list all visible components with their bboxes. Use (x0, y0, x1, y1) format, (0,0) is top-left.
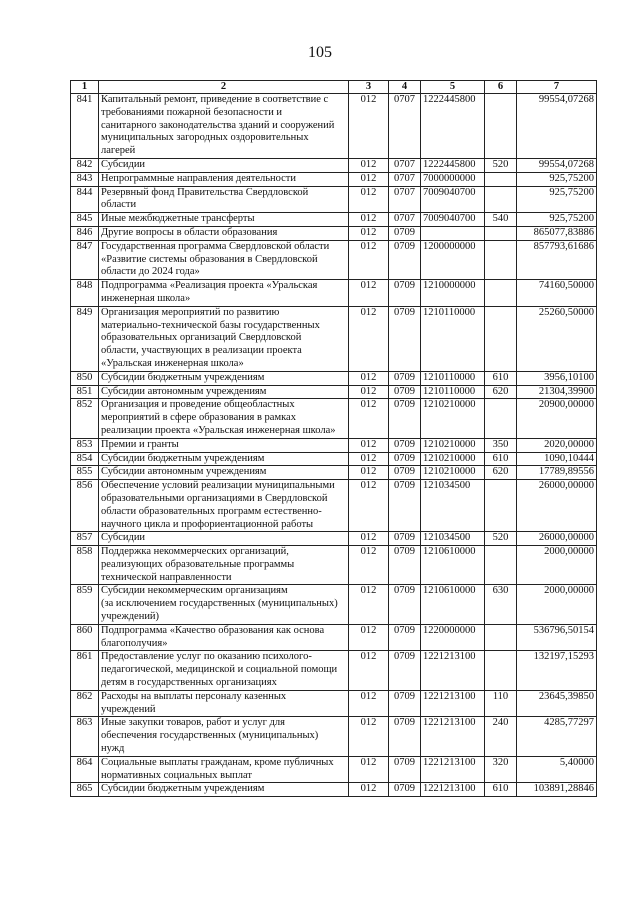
table-row (71, 624, 597, 651)
row-number-cell: 865 (71, 783, 99, 797)
ministry-code-cell: 012 (349, 466, 389, 480)
ministry-code-cell: 012 (349, 94, 389, 159)
amount-cell: 925,75200 (517, 213, 597, 227)
row-number-cell: 857 (71, 532, 99, 546)
expense-type-cell: 610 (485, 371, 517, 385)
table-row (71, 690, 597, 717)
expense-type-cell: 320 (485, 756, 517, 783)
amount-cell: 4285,77297 (517, 717, 597, 756)
ministry-code-cell: 012 (349, 438, 389, 452)
item-name-cell: Субсидии автономным учреждениям (99, 385, 349, 399)
amount-cell: 99554,07268 (517, 94, 597, 159)
item-name-cell: Субсидии некоммерческим организациям (за исключением государственных (муниципальных) учреждений) (99, 585, 349, 624)
section-code-cell: 0709 (389, 226, 421, 240)
ministry-code-cell: 012 (349, 399, 389, 438)
row-number-cell: 863 (71, 717, 99, 756)
target-article-cell: 1210610000 (421, 585, 485, 624)
amount-cell: 21304,39900 (517, 385, 597, 399)
amount-cell: 26000,00000 (517, 532, 597, 546)
section-code-cell: 0709 (389, 585, 421, 624)
section-code-cell: 0709 (389, 452, 421, 466)
section-code-cell: 0707 (389, 172, 421, 186)
ministry-code-cell: 012 (349, 690, 389, 717)
item-name-cell: Обеспечение условий реализации муниципальными образовательными организациями в Свердловской области образовательных программ естественно- научного цикла и профориентационной работы (99, 480, 349, 532)
amount-cell: 1090,10444 (517, 452, 597, 466)
table-row (71, 532, 597, 546)
row-number-cell: 856 (71, 480, 99, 532)
amount-cell: 103891,28846 (517, 783, 597, 797)
table-row (71, 585, 597, 624)
expense-type-cell (485, 306, 517, 371)
target-article-cell: 1200000000 (421, 240, 485, 279)
item-name-cell: Предоставление услуг по оказанию психолого- педагогической, медицинской и социальной помощи детям в государственных организациях (99, 651, 349, 690)
item-name-cell: Подпрограмма «Реализация проекта «Уральская инженерная школа» (99, 280, 349, 307)
expense-type-cell (485, 651, 517, 690)
target-article-cell: 1210110000 (421, 385, 485, 399)
table-row (71, 717, 597, 756)
target-article-cell: 1221213100 (421, 783, 485, 797)
table-row (71, 186, 597, 213)
ministry-code-cell: 012 (349, 371, 389, 385)
table-row (71, 480, 597, 532)
amount-cell: 20900,00000 (517, 399, 597, 438)
row-number-cell: 843 (71, 172, 99, 186)
section-code-cell: 0709 (389, 480, 421, 532)
table-row (71, 240, 597, 279)
row-number-cell: 848 (71, 280, 99, 307)
ministry-code-cell: 012 (349, 306, 389, 371)
table-row (71, 783, 597, 797)
amount-cell: 925,75200 (517, 172, 597, 186)
table-row (71, 226, 597, 240)
header-cell: 4 (389, 81, 421, 94)
section-code-cell: 0709 (389, 546, 421, 585)
row-number-cell: 864 (71, 756, 99, 783)
section-code-cell: 0707 (389, 213, 421, 227)
amount-cell: 2000,00000 (517, 546, 597, 585)
item-name-cell: Расходы на выплаты персоналу казенных учреждений (99, 690, 349, 717)
target-article-cell: 1210000000 (421, 280, 485, 307)
section-code-cell: 0709 (389, 717, 421, 756)
expense-type-cell: 630 (485, 585, 517, 624)
section-code-cell: 0707 (389, 94, 421, 159)
expense-type-cell: 520 (485, 158, 517, 172)
table-row (71, 94, 597, 159)
row-number-cell: 854 (71, 452, 99, 466)
item-name-cell: Капитальный ремонт, приведение в соответствие с требованиями пожарной безопасности и санитарного законодательства зданий и сооружений муниципальных загородных оздоровительных лагерей (99, 94, 349, 159)
header-cell: 3 (349, 81, 389, 94)
row-number-cell: 853 (71, 438, 99, 452)
ministry-code-cell: 012 (349, 585, 389, 624)
target-article-cell: 1222445800 (421, 94, 485, 159)
table-row (71, 651, 597, 690)
expense-type-cell: 540 (485, 213, 517, 227)
ministry-code-cell: 012 (349, 624, 389, 651)
amount-cell: 2000,00000 (517, 585, 597, 624)
item-name-cell: Иные закупки товаров, работ и услуг для обеспечения государственных (муниципальных) нужд (99, 717, 349, 756)
expense-type-cell: 350 (485, 438, 517, 452)
amount-cell: 25260,50000 (517, 306, 597, 371)
expense-type-cell (485, 186, 517, 213)
table-row (71, 399, 597, 438)
target-article-cell: 1210210000 (421, 438, 485, 452)
target-article-cell: 1210110000 (421, 371, 485, 385)
expense-type-cell (485, 624, 517, 651)
amount-cell: 5,40000 (517, 756, 597, 783)
item-name-cell: Государственная программа Свердловской области «Развитие системы образования в Свердловской области до 2024 года» (99, 240, 349, 279)
item-name-cell: Организация мероприятий по развитию материально-технической базы государственных образовательных организаций Свердловской области, участвующих в реализации проекта «Уральская инженерная школа» (99, 306, 349, 371)
section-code-cell: 0709 (389, 280, 421, 307)
table-row (71, 546, 597, 585)
table-row (71, 172, 597, 186)
item-name-cell: Субсидии бюджетным учреждениям (99, 783, 349, 797)
amount-cell: 857793,61686 (517, 240, 597, 279)
row-number-cell: 849 (71, 306, 99, 371)
header-cell: 2 (99, 81, 349, 94)
amount-cell: 17789,89556 (517, 466, 597, 480)
amount-cell: 865077,83886 (517, 226, 597, 240)
target-article-cell: 7000000000 (421, 172, 485, 186)
target-article-cell: 1221213100 (421, 717, 485, 756)
section-code-cell: 0709 (389, 466, 421, 480)
table-row (71, 371, 597, 385)
row-number-cell: 845 (71, 213, 99, 227)
section-code-cell: 0709 (389, 651, 421, 690)
row-number-cell: 842 (71, 158, 99, 172)
ministry-code-cell: 012 (349, 452, 389, 466)
item-name-cell: Другие вопросы в области образования (99, 226, 349, 240)
ministry-code-cell: 012 (349, 717, 389, 756)
item-name-cell: Непрограммные направления деятельности (99, 172, 349, 186)
section-code-cell: 0709 (389, 306, 421, 371)
item-name-cell: Субсидии (99, 532, 349, 546)
table-row (71, 756, 597, 783)
amount-cell: 2020,00000 (517, 438, 597, 452)
item-name-cell: Иные межбюджетные трансферты (99, 213, 349, 227)
ministry-code-cell: 012 (349, 546, 389, 585)
expense-type-cell (485, 94, 517, 159)
target-article-cell: 1210210000 (421, 399, 485, 438)
target-article-cell: 1222445800 (421, 158, 485, 172)
table-row (71, 158, 597, 172)
header-cell: 5 (421, 81, 485, 94)
ministry-code-cell: 012 (349, 186, 389, 213)
item-name-cell: Резервный фонд Правительства Свердловской области (99, 186, 349, 213)
amount-cell: 99554,07268 (517, 158, 597, 172)
ministry-code-cell: 012 (349, 385, 389, 399)
section-code-cell: 0709 (389, 690, 421, 717)
ministry-code-cell: 012 (349, 213, 389, 227)
ministry-code-cell: 012 (349, 172, 389, 186)
target-article-cell: 1220000000 (421, 624, 485, 651)
amount-cell: 132197,15293 (517, 651, 597, 690)
amount-cell: 3956,10100 (517, 371, 597, 385)
amount-cell: 23645,39850 (517, 690, 597, 717)
ministry-code-cell: 012 (349, 480, 389, 532)
expense-type-cell (485, 280, 517, 307)
amount-cell: 925,75200 (517, 186, 597, 213)
target-article-cell: 1221213100 (421, 756, 485, 783)
ministry-code-cell: 012 (349, 756, 389, 783)
table-row (71, 280, 597, 307)
section-code-cell: 0707 (389, 158, 421, 172)
ministry-code-cell: 012 (349, 783, 389, 797)
target-article-cell: 121034500 (421, 532, 485, 546)
expense-type-cell (485, 546, 517, 585)
row-number-cell: 851 (71, 385, 99, 399)
target-article-cell: 7009040700 (421, 186, 485, 213)
header-cell: 1 (71, 81, 99, 94)
item-name-cell: Социальные выплаты гражданам, кроме публичных нормативных социальных выплат (99, 756, 349, 783)
ministry-code-cell: 012 (349, 226, 389, 240)
row-number-cell: 841 (71, 94, 99, 159)
ministry-code-cell: 012 (349, 651, 389, 690)
table-row (71, 385, 597, 399)
expense-type-cell (485, 240, 517, 279)
target-article-cell: 7009040700 (421, 213, 485, 227)
target-article-cell: 121034500 (421, 480, 485, 532)
target-article-cell: 1221213100 (421, 690, 485, 717)
row-number-cell: 858 (71, 546, 99, 585)
item-name-cell: Подпрограмма «Качество образования как основа благополучия» (99, 624, 349, 651)
page-number: 105 (308, 44, 332, 61)
row-number-cell: 847 (71, 240, 99, 279)
expense-type-cell (485, 480, 517, 532)
header-cell: 7 (517, 81, 597, 94)
item-name-cell: Субсидии автономным учреждениям (99, 466, 349, 480)
amount-cell: 26000,00000 (517, 480, 597, 532)
item-name-cell: Поддержка некоммерческих организаций, реализующих образовательные программы технической направленности (99, 546, 349, 585)
table-row (71, 452, 597, 466)
row-number-cell: 861 (71, 651, 99, 690)
expense-type-cell: 520 (485, 532, 517, 546)
target-article-cell: 1210210000 (421, 452, 485, 466)
table-row (71, 213, 597, 227)
ministry-code-cell: 012 (349, 158, 389, 172)
target-article-cell: 1210610000 (421, 546, 485, 585)
item-name-cell: Субсидии бюджетным учреждениям (99, 371, 349, 385)
amount-cell: 536796,50154 (517, 624, 597, 651)
section-code-cell: 0709 (389, 240, 421, 279)
expense-type-cell (485, 172, 517, 186)
target-article-cell: 1210110000 (421, 306, 485, 371)
expense-type-cell: 110 (485, 690, 517, 717)
row-number-cell: 862 (71, 690, 99, 717)
header-cell: 6 (485, 81, 517, 94)
amount-cell: 74160,50000 (517, 280, 597, 307)
ministry-code-cell: 012 (349, 240, 389, 279)
ministry-code-cell: 012 (349, 532, 389, 546)
table-row (71, 438, 597, 452)
target-article-cell: 1210210000 (421, 466, 485, 480)
section-code-cell: 0709 (389, 438, 421, 452)
expense-type-cell (485, 399, 517, 438)
target-article-cell: 1221213100 (421, 651, 485, 690)
row-number-cell: 855 (71, 466, 99, 480)
expense-type-cell: 240 (485, 717, 517, 756)
expense-type-cell: 620 (485, 466, 517, 480)
table-header-row (71, 81, 597, 94)
target-article-cell (421, 226, 485, 240)
section-code-cell: 0707 (389, 186, 421, 213)
table-row (71, 466, 597, 480)
expense-type-cell (485, 226, 517, 240)
table-row (71, 306, 597, 371)
section-code-cell: 0709 (389, 756, 421, 783)
section-code-cell: 0709 (389, 624, 421, 651)
item-name-cell: Субсидии бюджетным учреждениям (99, 452, 349, 466)
row-number-cell: 852 (71, 399, 99, 438)
row-number-cell: 860 (71, 624, 99, 651)
row-number-cell: 846 (71, 226, 99, 240)
item-name-cell: Организация и проведение общеобластных мероприятий в сфере образования в рамках реализации проекта «Уральская инженерная школа» (99, 399, 349, 438)
expense-type-cell: 610 (485, 452, 517, 466)
row-number-cell: 850 (71, 371, 99, 385)
row-number-cell: 859 (71, 585, 99, 624)
section-code-cell: 0709 (389, 371, 421, 385)
item-name-cell: Премии и гранты (99, 438, 349, 452)
budget-table (70, 80, 597, 797)
item-name-cell: Субсидии (99, 158, 349, 172)
section-code-cell: 0709 (389, 385, 421, 399)
row-number-cell: 844 (71, 186, 99, 213)
section-code-cell: 0709 (389, 532, 421, 546)
section-code-cell: 0709 (389, 783, 421, 797)
section-code-cell: 0709 (389, 399, 421, 438)
expense-type-cell: 620 (485, 385, 517, 399)
ministry-code-cell: 012 (349, 280, 389, 307)
expense-type-cell: 610 (485, 783, 517, 797)
table-body (71, 94, 597, 797)
